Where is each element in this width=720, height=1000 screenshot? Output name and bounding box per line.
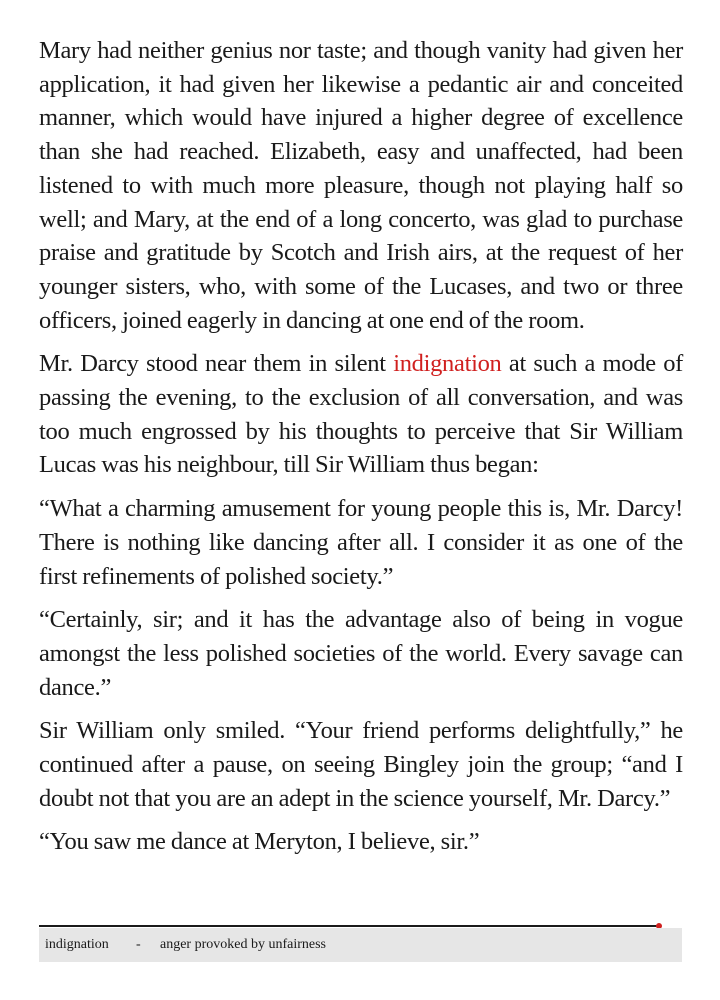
- footnote-definition: anger provoked by unfairness: [160, 937, 327, 952]
- paragraph-meryton: “You saw me dance at Meryton, I believe, sir.”: [39, 828, 480, 856]
- footnote-term: indignation: [45, 937, 109, 952]
- paragraph-darcy: [39, 347, 683, 482]
- paragraph-darcy-after: at such a mode of passing the evening, to the exclusion of all conversation, and was too much engrossed by his thoughts to perceive that Sir William Lucas was his neighbour, till Sir William thus began:: [39, 350, 684, 479]
- footnote-separator: -: [136, 937, 141, 952]
- highlighted-word-indignation[interactable]: indignation: [393, 350, 502, 378]
- footnote-divider: [39, 925, 658, 927]
- paragraph-mary: Mary had neither genius nor taste; and though vanity had given her application, it had given her likewise a pedantic air and conceited manner, which would have injured a higher degree of excellence than she had reached. Elizabeth, easy and unaffected, had been listened to with much more pleasure, though not playing half so well; and Mary, at the end of a long concerto, was glad to purchase praise and gratitude by Scotch and Irish airs, at the request of her younger sisters, who, with some of the Lucases, and two or three officers, joined eagerly in dancing at one end of the room.: [39, 37, 683, 334]
- paragraph-darcy-before: Mr. Darcy stood near them in silent: [39, 350, 394, 378]
- book-page-text: [39, 34, 683, 869]
- footnote-glossary: [39, 928, 682, 962]
- paragraph-sir-william-smiled: Sir William only smiled. “Your friend performs delightfully,” he continued after a pause, on seeing Bingley join the group; “and I doubt not that you are an adept in the science yourself, Mr. Darcy.”: [39, 717, 683, 812]
- paragraph-sir-william-quote: “What a charming amusement for young people this is, Mr. Darcy! There is nothing like dancing after all. I consider it as one of the first refinements of polished society.”: [39, 495, 683, 590]
- paragraph-darcy-reply: “Certainly, sir; and it has the advantage also of being in vogue amongst the less polished societies of the world. Every savage can dance.”: [39, 606, 683, 701]
